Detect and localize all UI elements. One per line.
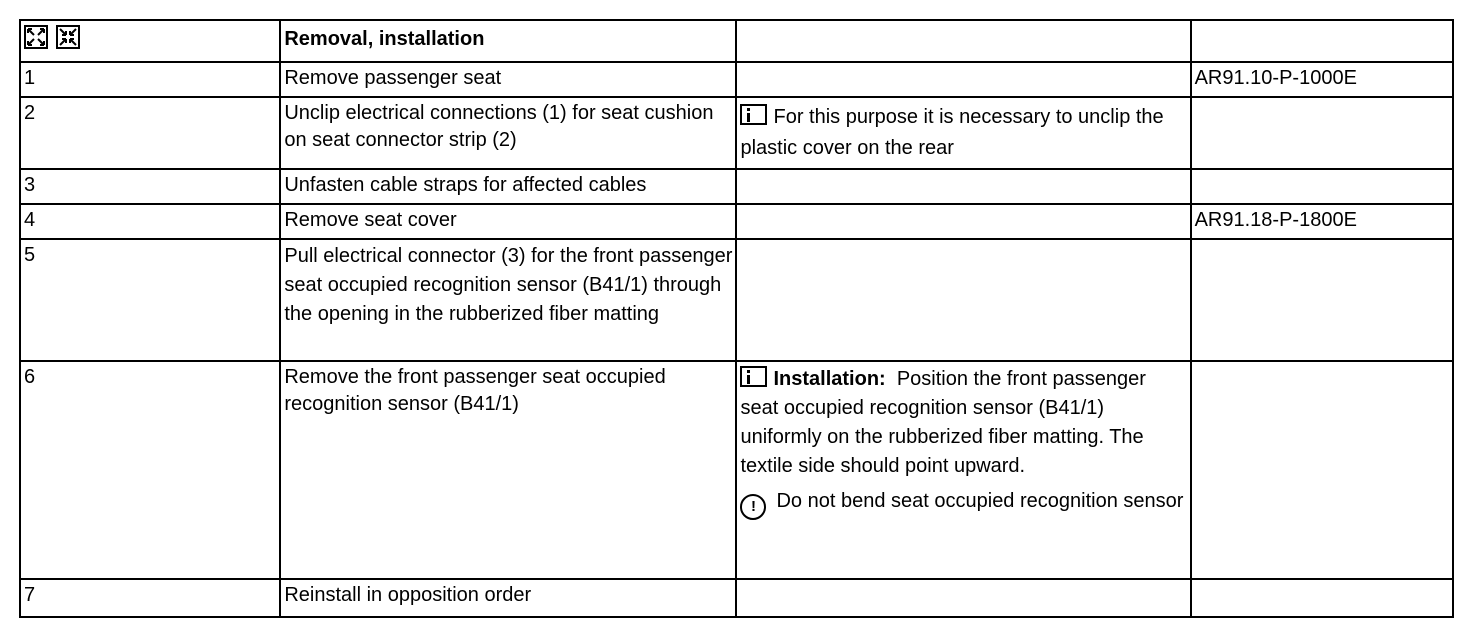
- step-number: 1: [20, 62, 280, 97]
- step-reference: [1191, 579, 1453, 617]
- header-row: [20, 20, 1453, 62]
- expand-all-icon[interactable]: [24, 25, 48, 49]
- table-row: [20, 361, 1453, 579]
- note-text: For this purpose it is necessary to unclip the plastic cover on the rear: [740, 106, 1164, 159]
- step-number: 3: [20, 169, 280, 204]
- step-reference: [1191, 169, 1453, 204]
- step-number: 4: [20, 204, 280, 239]
- step-note: [736, 62, 1190, 97]
- info-icon: [740, 104, 767, 125]
- info-icon: [740, 366, 767, 387]
- step-note: [736, 361, 1190, 579]
- step-number: 6: [20, 361, 280, 579]
- step-text: Pull electrical connector (3) for the front passenger seat occupied recognition sensor (B41/1) through the opening in the rubberized fiber matting: [280, 239, 736, 361]
- step-text: Remove the front passenger seat occupied recognition sensor (B41/1): [280, 361, 736, 579]
- step-note: [736, 579, 1190, 617]
- step-reference: [1191, 97, 1453, 169]
- collapse-all-icon[interactable]: [56, 25, 80, 49]
- procedure-table: [19, 19, 1454, 618]
- note-text: Position the front passenger seat occupied recognition sensor (B41/1) uniformly on the rubberized fiber matting. The textile side should point upward.: [740, 368, 1146, 477]
- step-note: [736, 239, 1190, 361]
- table-row: [20, 169, 1453, 204]
- step-number: 2: [20, 97, 280, 169]
- step-text: Unfasten cable straps for affected cables: [280, 169, 736, 204]
- step-text: Reinstall in opposition order: [280, 579, 736, 617]
- header-icons-cell: [20, 20, 280, 62]
- step-reference-link[interactable]: AR91.18-P-1800E: [1191, 204, 1453, 239]
- step-note: [736, 97, 1190, 169]
- header-ref-cell: [1191, 20, 1453, 62]
- step-reference-link[interactable]: AR91.10-P-1000E: [1191, 62, 1453, 97]
- step-number: 7: [20, 579, 280, 617]
- table-row: [20, 62, 1453, 97]
- header-title: Removal, installation: [280, 20, 736, 62]
- step-reference: [1191, 361, 1453, 579]
- step-note: [736, 169, 1190, 204]
- table-row: [20, 579, 1453, 617]
- caution-icon: !: [740, 494, 766, 520]
- step-text: Remove seat cover: [280, 204, 736, 239]
- table-row: [20, 204, 1453, 239]
- table-row: [20, 97, 1453, 169]
- step-text: Unclip electrical connections (1) for seat cushion on seat connector strip (2): [280, 97, 736, 169]
- step-note: [736, 204, 1190, 239]
- header-note-cell: [736, 20, 1190, 62]
- step-reference: [1191, 239, 1453, 361]
- warning-text: Do not bend seat occupied recognition sensor: [776, 490, 1184, 512]
- table-row: [20, 239, 1453, 361]
- installation-label: Installation:: [773, 368, 886, 390]
- step-text: Remove passenger seat: [280, 62, 736, 97]
- step-number: 5: [20, 239, 280, 361]
